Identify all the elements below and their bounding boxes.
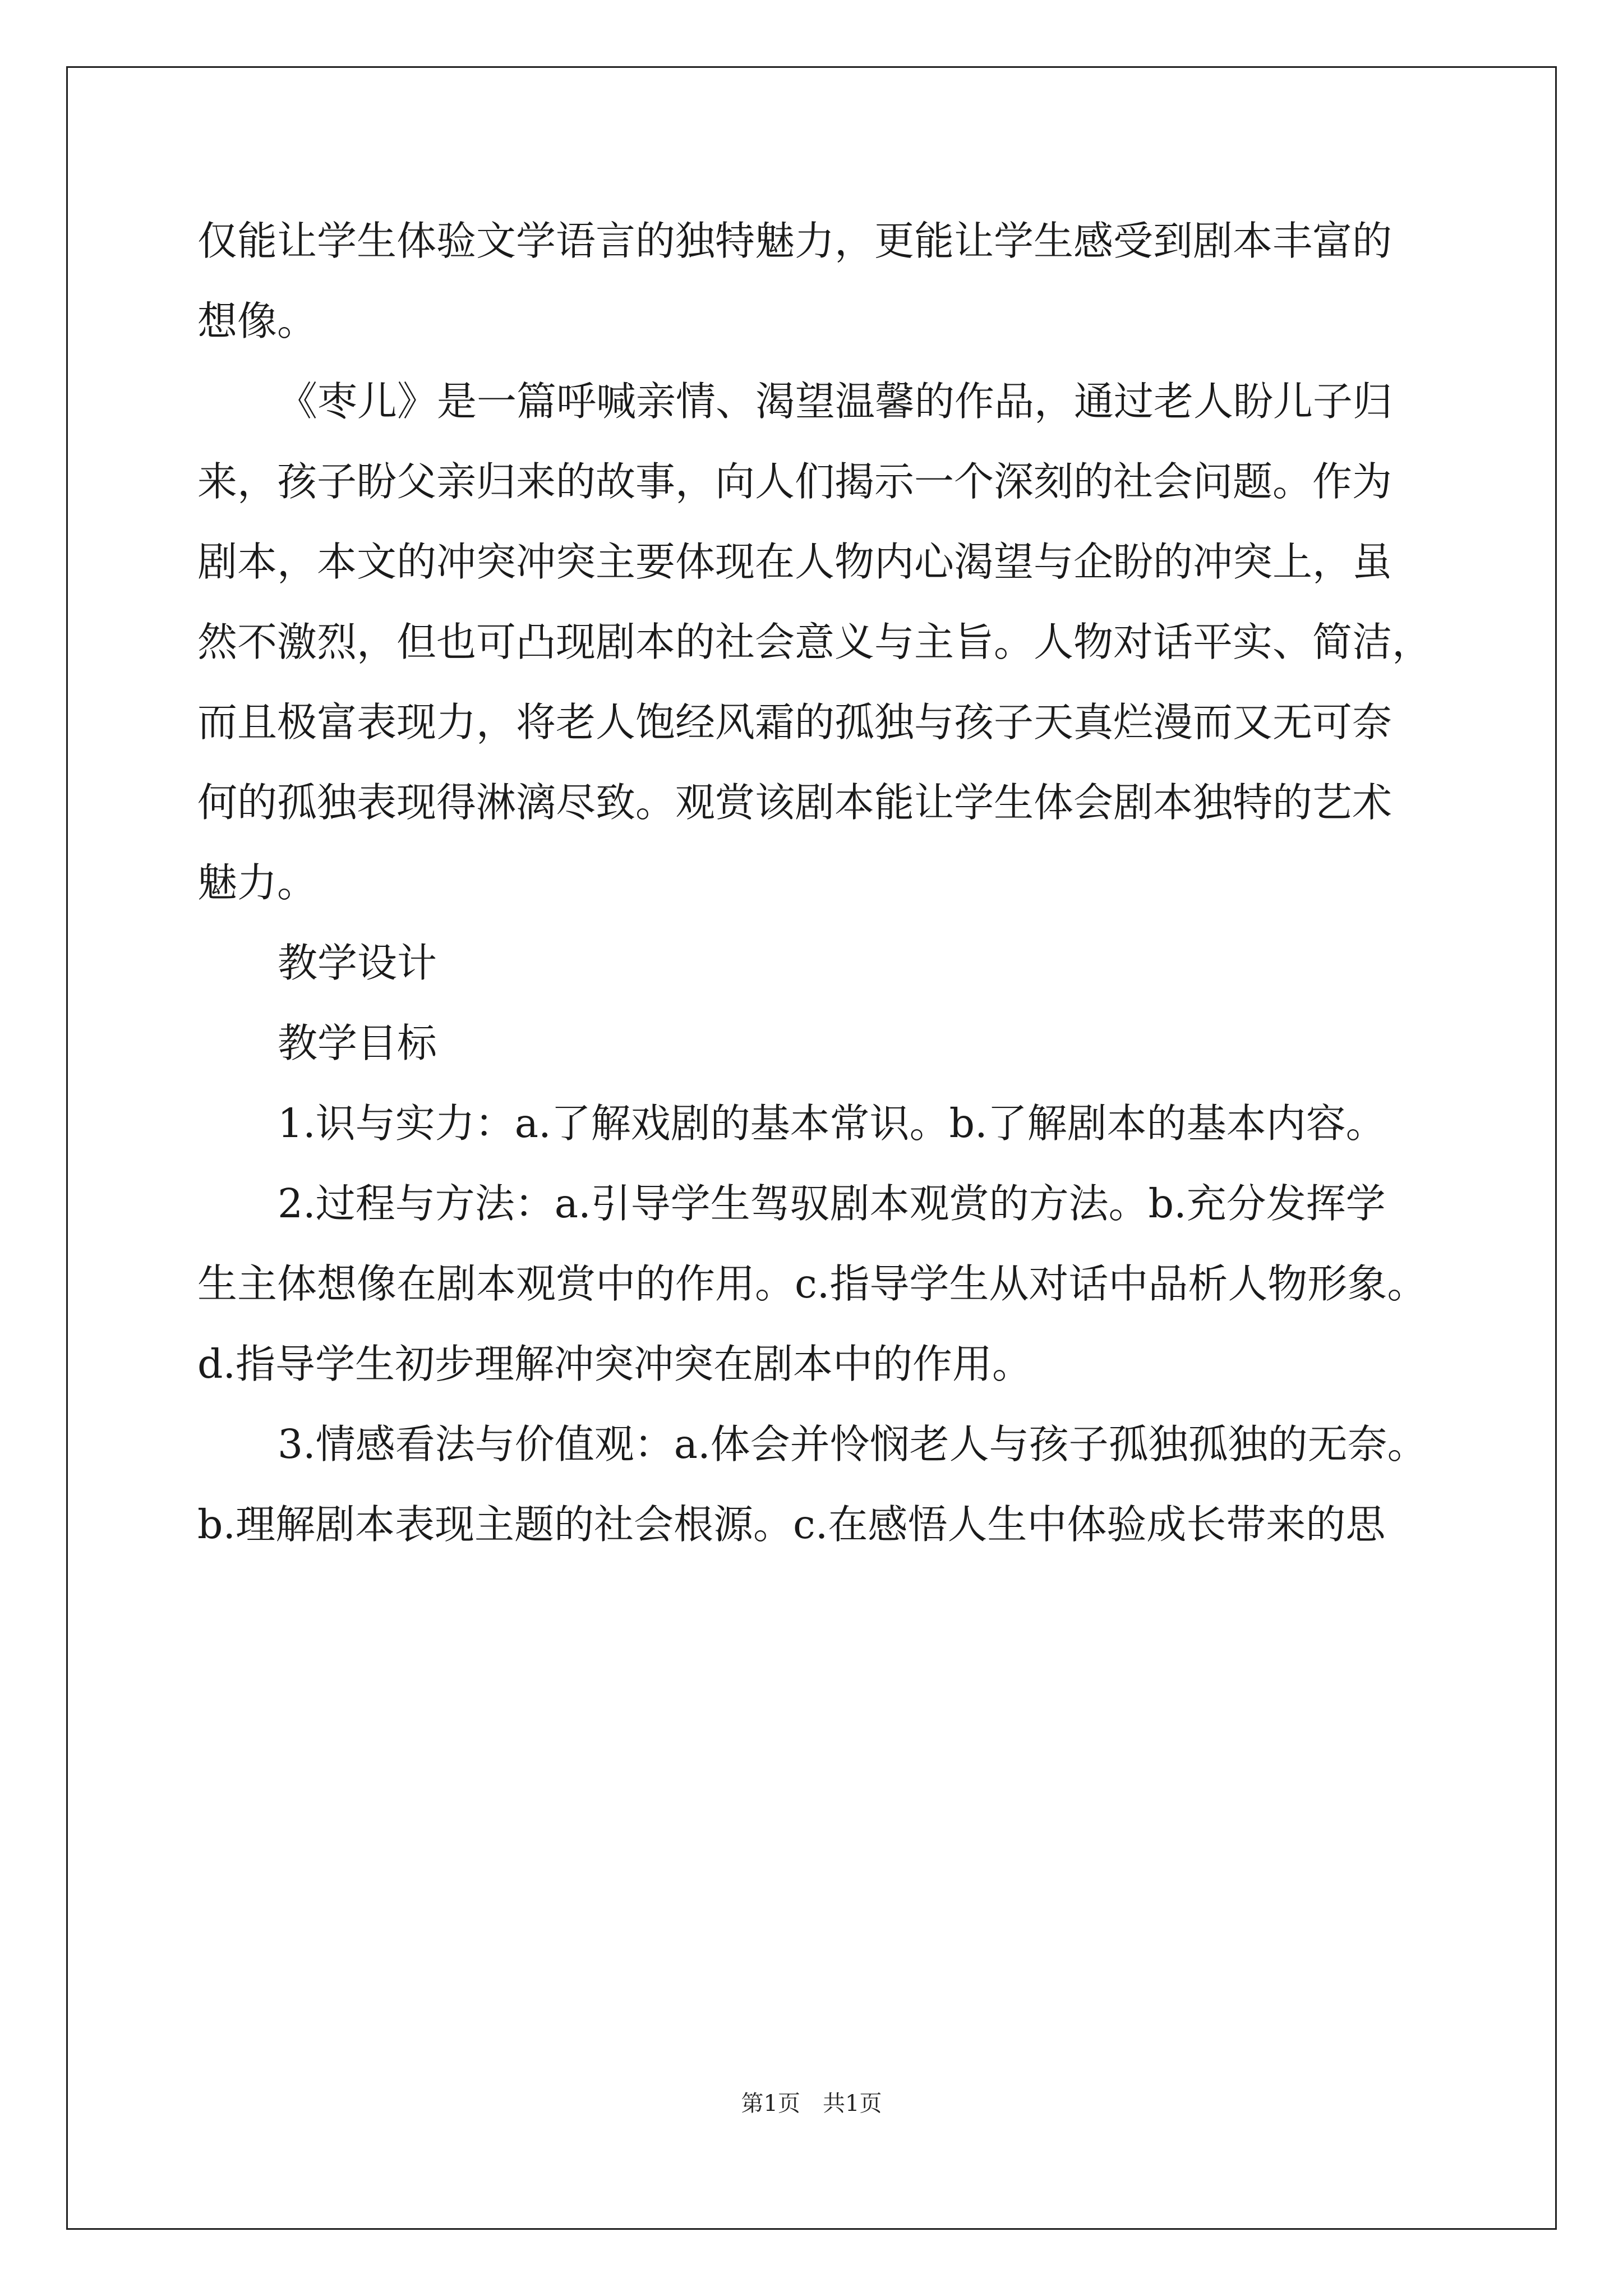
document-body (197, 201, 1431, 1565)
page-number: 第1页 (741, 2091, 800, 2116)
page-footer (0, 2086, 1623, 2118)
body-line: 《枣儿》是一篇呼喊亲情、渴望温馨的作品，通过老人盼儿子归 (278, 378, 1393, 425)
page-total: 共1页 (823, 2091, 882, 2116)
section-heading: 教学目标 (278, 1020, 437, 1066)
body-line: 魅力。 (197, 859, 317, 906)
body-line: 仅能让学生体验文学语言的独特魅力，更能让学生感受到剧本丰富的 (197, 218, 1393, 264)
body-line: 而且极富表现力，将老人饱经风霜的孤独与孩子天真烂漫而又无可奈 (197, 699, 1393, 746)
section-heading: 教学设计 (278, 940, 437, 986)
body-line: 何的孤独表现得淋漓尽致。观赏该剧本能让学生体会剧本独特的艺术 (197, 779, 1393, 826)
body-line: 剧本，本文的冲突冲突主要体现在人物内心渴望与企盼的冲突上，虽 (197, 539, 1393, 585)
objective-item: 3.情感看法与价值观：a.体会并怜悯老人与孩子孤独孤独的无奈。 (278, 1421, 1427, 1467)
body-line: 然不激烈，但也可凸现剧本的社会意义与主旨。人物对话平实、简洁， (197, 619, 1432, 665)
body-line: 来，孩子盼父亲归来的故事，向人们揭示一个深刻的社会问题。作为 (197, 458, 1393, 505)
objective-item: 2.过程与方法：a.引导学生驾驭剧本观赏的方法。b.充分发挥学 (278, 1180, 1386, 1227)
body-line: d.指导学生初步理解冲突冲突在剧本中的作用。 (197, 1341, 1032, 1387)
objective-item: 1.识与实力：a.了解戏剧的基本常识。b.了解剧本的基本内容。 (278, 1100, 1386, 1147)
body-line: 想像。 (197, 298, 317, 344)
body-line: 生主体想像在剧本观赏中的作用。c.指导学生从对话中品析人物形象。 (197, 1260, 1427, 1307)
body-line: b.理解剧本表现主题的社会根源。c.在感悟人生中体验成长带来的思 (197, 1501, 1386, 1548)
